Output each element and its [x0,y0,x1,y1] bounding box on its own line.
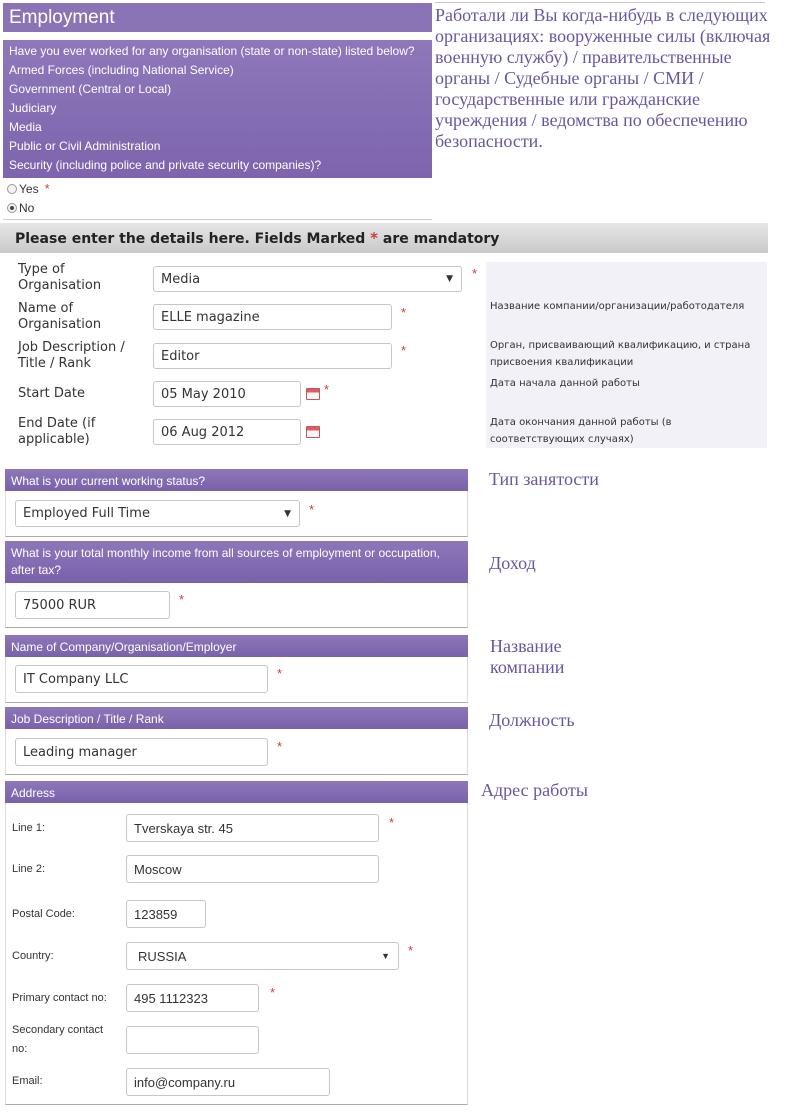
line1-input[interactable] [126,814,379,842]
radio-no[interactable] [7,203,17,213]
email-value: info@company.ru [134,1074,236,1090]
required-mark: * [277,666,283,681]
radio-yes[interactable] [7,184,17,194]
primary-value: 495 1112323 [134,990,208,1006]
secondary-label: Secondary contact no: [12,1024,104,1055]
question-line: Armed Forces (including National Service) [9,63,234,77]
end-value: 06 Aug 2012 [161,424,245,440]
country-label: Country: [12,950,54,962]
start-value: 05 May 2010 [161,386,246,402]
end-label: End Date (if applicable) [18,416,96,447]
required-mark: * [389,815,395,830]
option-no[interactable] [7,201,34,215]
ru-job: Должность [489,710,575,730]
name-value: ELLE magazine [161,309,260,325]
primary-contact-input[interactable] [126,984,259,1012]
job-title-input[interactable] [15,738,268,766]
line2-input[interactable] [126,855,379,883]
ru-working-status: Тип занятости [489,469,599,489]
line2-label: Line 2: [12,863,46,875]
hint-start: Дата начала данной работы [490,378,640,389]
postal-value: 123859 [134,906,178,922]
required-mark: * [277,739,283,754]
required-mark: * [270,985,276,1000]
option-no-label: No [19,201,35,215]
end-date-input[interactable] [153,419,301,445]
required-mark: * [401,343,407,358]
working-status-value: Employed Full Time [23,506,150,521]
chevron-down-icon: ▼ [381,951,390,961]
russian-note: Работали ли Вы когда-нибудь в следующих организациях: вооруженные силы (включая военную службу) / правительственные органы / Судебные органы / СМИ / государственные или гражданские учреждения / ведомства по обеспечению безопасности. [435,5,771,151]
name-label: Name of Organisation [18,301,102,332]
hint-name: Название компании/организации/работодателя [490,301,745,312]
email-label: Email: [12,1075,43,1087]
required-mark: * [401,305,407,320]
question-line: Media [9,120,42,134]
postal-label: Postal Code: [12,908,75,920]
details-bar-text: Please enter the details here. Fields Marked [15,231,371,247]
line1-label: Line 1: [12,822,46,834]
line1-value: Tverskaya str. 45 [134,820,233,836]
option-yes-label: Yes [19,181,39,196]
start-label: Start Date [18,386,85,401]
company-header: Name of Company/Organisation/Employer [5,635,468,657]
ru-company: Название компании [490,636,565,677]
postal-input[interactable] [126,900,206,928]
chevron-down-icon: ▼ [446,274,453,284]
calendar-icon[interactable] [306,426,320,438]
company-value: IT Company LLC [23,671,129,687]
job-title-value: Leading manager [23,744,137,760]
address-header: Address [5,781,468,803]
question-line: Have you ever worked for any organisation (state or non-state) listed below? [9,44,415,58]
option-yes[interactable] [7,181,50,196]
ru-income: Доход [489,553,536,573]
question-line: Judiciary [9,101,57,115]
required-mark: * [309,502,315,517]
hint-job: Орган, присваивающий квалификацию, и страна присвоения квалификации [490,340,751,368]
job-label: Job Description / Title / Rank [18,340,125,371]
question-line: Government (Central or Local) [9,82,172,96]
secondary-contact-input[interactable] [126,1026,259,1054]
calendar-icon[interactable] [306,388,320,400]
question-line: Public or Civil Administration [9,139,161,153]
primary-label: Primary contact no: [12,992,107,1004]
required-mark: * [370,229,379,247]
required-mark: * [324,382,330,397]
ru-address: Адрес работы [481,780,588,800]
required-mark: * [408,943,414,958]
working-status-header: What is your current working status? [5,469,468,491]
divider [435,2,765,3]
income-input[interactable] [15,591,170,619]
job-value: Editor [161,348,200,364]
required-mark: * [179,592,185,607]
chevron-down-icon: ▼ [284,508,291,519]
company-input[interactable] [15,665,268,693]
employment-options-panel [3,178,432,220]
employment-question [3,40,432,178]
employment-title: Employment [3,3,432,32]
hint-end: Дата окончания данной работы (в соответствующих случаях) [490,417,672,445]
income-header: What is your total monthly income from all sources of employment or occupation, after tax? [5,541,468,583]
type-label: Type of Organisation [18,262,102,293]
required-mark: * [472,266,478,281]
type-value: Media [161,271,201,287]
details-bar-text-end: are mandatory [378,231,500,247]
country-select[interactable] [126,942,399,970]
name-input[interactable] [153,304,392,330]
start-date-input[interactable] [153,381,301,407]
job-header: Job Description / Title / Rank [5,707,468,729]
email-input[interactable] [126,1068,330,1096]
question-line: Security (including police and private security companies)? [9,158,322,172]
required-mark: * [44,181,50,196]
working-status-select[interactable] [15,500,300,527]
line2-value: Moscow [134,861,182,877]
income-value: 75000 RUR [23,597,97,613]
type-select[interactable] [153,266,462,292]
job-input[interactable] [153,343,392,369]
country-value: RUSSIA [138,948,187,964]
details-bar [0,223,768,253]
